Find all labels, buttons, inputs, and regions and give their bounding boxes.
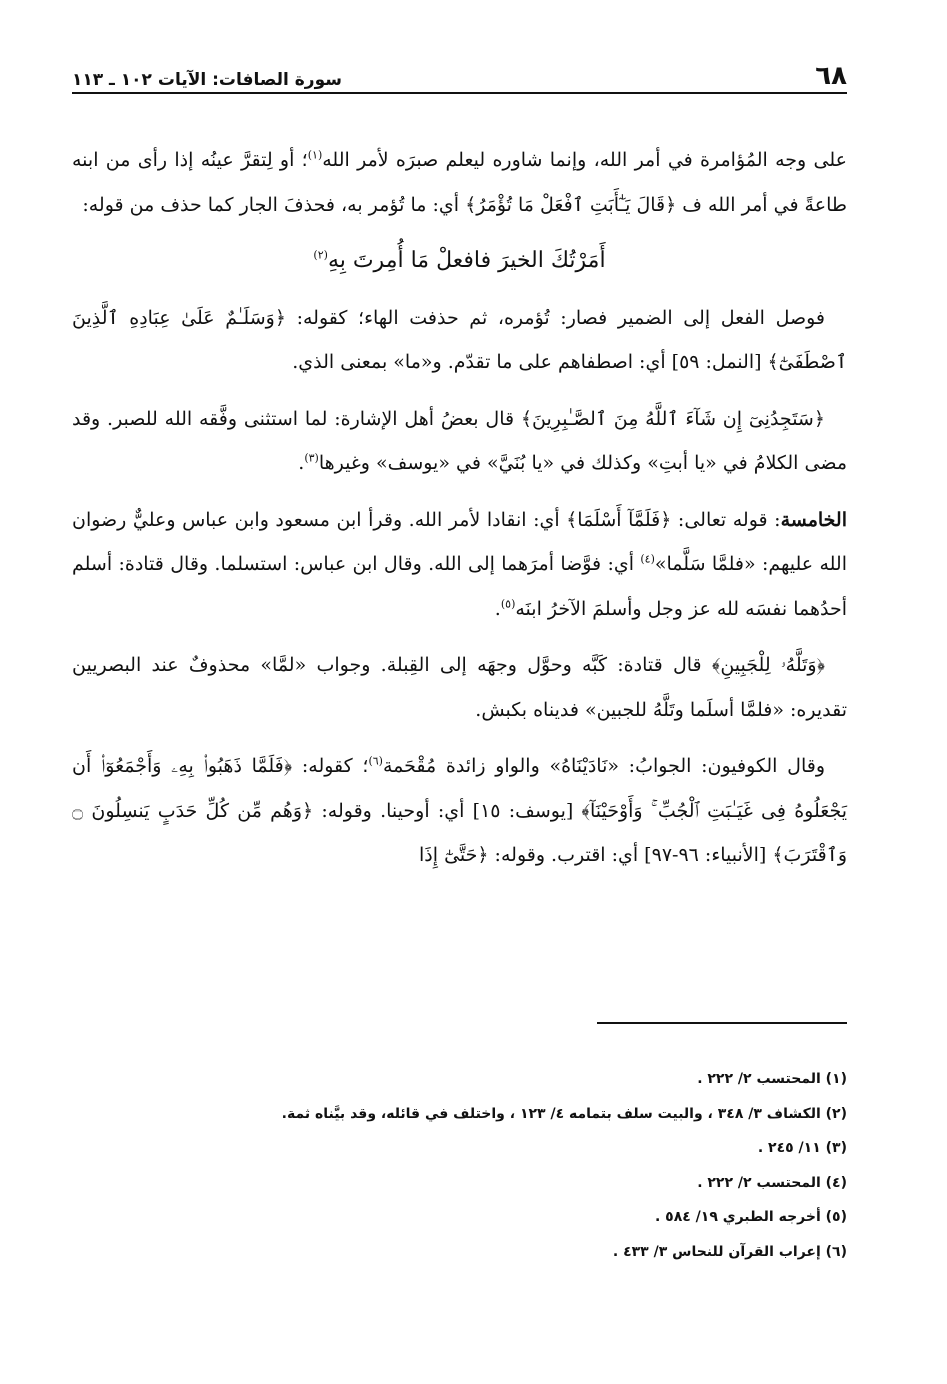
paragraph-6 xyxy=(72,744,847,878)
footnote-1: (١) المحتسب ٢/ ٢٢٢ . xyxy=(697,1071,847,1087)
text-span: . xyxy=(298,452,305,474)
text-span: . xyxy=(494,597,501,620)
footnotes xyxy=(72,1062,847,1269)
section-lead: الخامسة xyxy=(780,508,847,531)
footnote-ref-4[interactable]: (٤) xyxy=(640,552,655,566)
page-number: ٦٨ xyxy=(815,61,847,91)
running-title: سورة الصافات: الآيات ١٠٢ ـ ١١٣ xyxy=(72,70,342,90)
text-span: أي: فوَّضا أمرَهما إلى الله. وقال ابن عباس: استسلما. وقال قتادة: أسلم أحدُهما نفسَه لله عز وجل وأسلمَ الآخرُ ابنَه xyxy=(72,553,847,620)
footnote-ref-3[interactable]: (٣) xyxy=(304,451,319,465)
footnote-2: (٢) الكشاف ٣/ ٣٤٨ ، والبيت سلف بتمامه ٤/ ١٢٣ ، واختلف في قائله، وقد بيَّناه ثمة. xyxy=(281,1105,847,1122)
footnote-ref-2[interactable]: (٢) xyxy=(313,248,328,262)
footnote-6: (٦) إعراب القرآن للنحاس ٣/ ٤٣٣ . xyxy=(612,1243,847,1260)
text-span: على وجه المُؤامرة في أمر الله، وإنما شاوره ليعلم صبرَه لأمر الله xyxy=(322,149,847,171)
text-span: ﴿سَتَجِدُنِىٓ إِن شَآءَ ٱللَّهُ مِنَ ٱلصَّـٰبِرِينَ﴾ قال بعضُ أهل الإشارة: لما استثنى وفَّقه الله للصبر. وقد مضى الكلامُ في «يا أبتِ» وكذلك في «يا بُنَيَّ» في «يوسف» وغيرها xyxy=(72,407,847,474)
main-text xyxy=(72,138,847,890)
poetry-verse xyxy=(72,239,847,284)
footnote-separator xyxy=(597,1022,847,1024)
paragraph-2: فوصل الفعل إلى الضمير فصار: تُؤمره، ثم حذفت الهاء؛ كقوله: ﴿وَسَلَـٰمٌ عَلَىٰ عِبَادِهِ ٱلَّذِينَ ٱصْطَفَىٰٓ﴾ [النمل: ٥٩] أي: اصطفاهم على ما تقدّم. و«ما» بمعنى الذي. xyxy=(72,306,847,373)
text-span: : قوله تعالى: ﴿فَلَمَّآ أَسْلَمَا﴾ أي: انقادا لأمر الله. وقرأ ابن مسعود وابن عباس وعليٌّ رضوان الله عليهم: «فلمَّا سَلَّما» xyxy=(72,508,847,575)
paragraph-1 xyxy=(72,138,847,227)
paragraph-5: ﴿وَتَلَّهُۥ لِلْجَبِينِ﴾ قال قتادة: كَبَّه وحوَّل وجهَه إلى القِبلة. وجواب «لمَّا» محذوفٌ عند البصريين تقديره: «فلمَّا أسلَما وتَلَّهُ للجبين» فديناه بكبش. xyxy=(72,654,847,721)
footnote-5: (٥) أخرجه الطبري ١٩/ ٥٨٤ . xyxy=(654,1209,847,1225)
footnote-ref-5[interactable]: (٥) xyxy=(500,597,516,611)
footnote-4: (٤) المحتسب ٢/ ٢٢٢ . xyxy=(697,1174,847,1191)
page-header xyxy=(72,56,847,94)
paragraph-4 xyxy=(72,498,847,632)
verse-text: أَمَرْتُكَ الخيرَ فافعلْ مَا أُمِرتَ بِهِ xyxy=(327,248,606,273)
paragraph-3 xyxy=(72,397,847,486)
footnote-3: (٣) ١١/ ٢٤٥ . xyxy=(757,1140,847,1156)
text-span: وقال الكوفيون: الجوابُ: «نَادَيْنَاهُ» والواو زائدة مُقْحَمة xyxy=(382,755,825,777)
text-span: ؛ كقوله: ﴿فَلَمَّا ذَهَبُوا۟ بِهِۦ وَأَجْمَعُوٓا۟ أَن يَجْعَلُوهُ فِى غَيَـٰبَتِ ٱلْجُبِّ ۚ وَأَوْحَيْنَآ﴾ [يوسف: ١٥] أي: أوحينا. وقوله: ﴿وَهُم مِّن كُلِّ حَدَبٍ يَنسِلُونَ ۝ وَٱقْتَرَبَ﴾ [الأنبياء: ٩٦-٩٧] أي: اقترب. وقوله: ﴿حَتَّىٰٓ إِذَا xyxy=(72,755,847,866)
footnote-ref-6[interactable]: (٦) xyxy=(368,754,383,768)
text-span: ؛ أو لِتقرَّ عينُه إذا رأى من ابنه طاعةً في أمر الله ف ﴿قَالَ يَـٰٓأَبَتِ ٱفْعَلْ مَا تُؤْمَرُ﴾ أي: ما تُؤمر به، فحذفَ الجار كما حذف من قوله: xyxy=(72,149,847,216)
footnote-ref-1[interactable]: (١) xyxy=(307,148,323,162)
